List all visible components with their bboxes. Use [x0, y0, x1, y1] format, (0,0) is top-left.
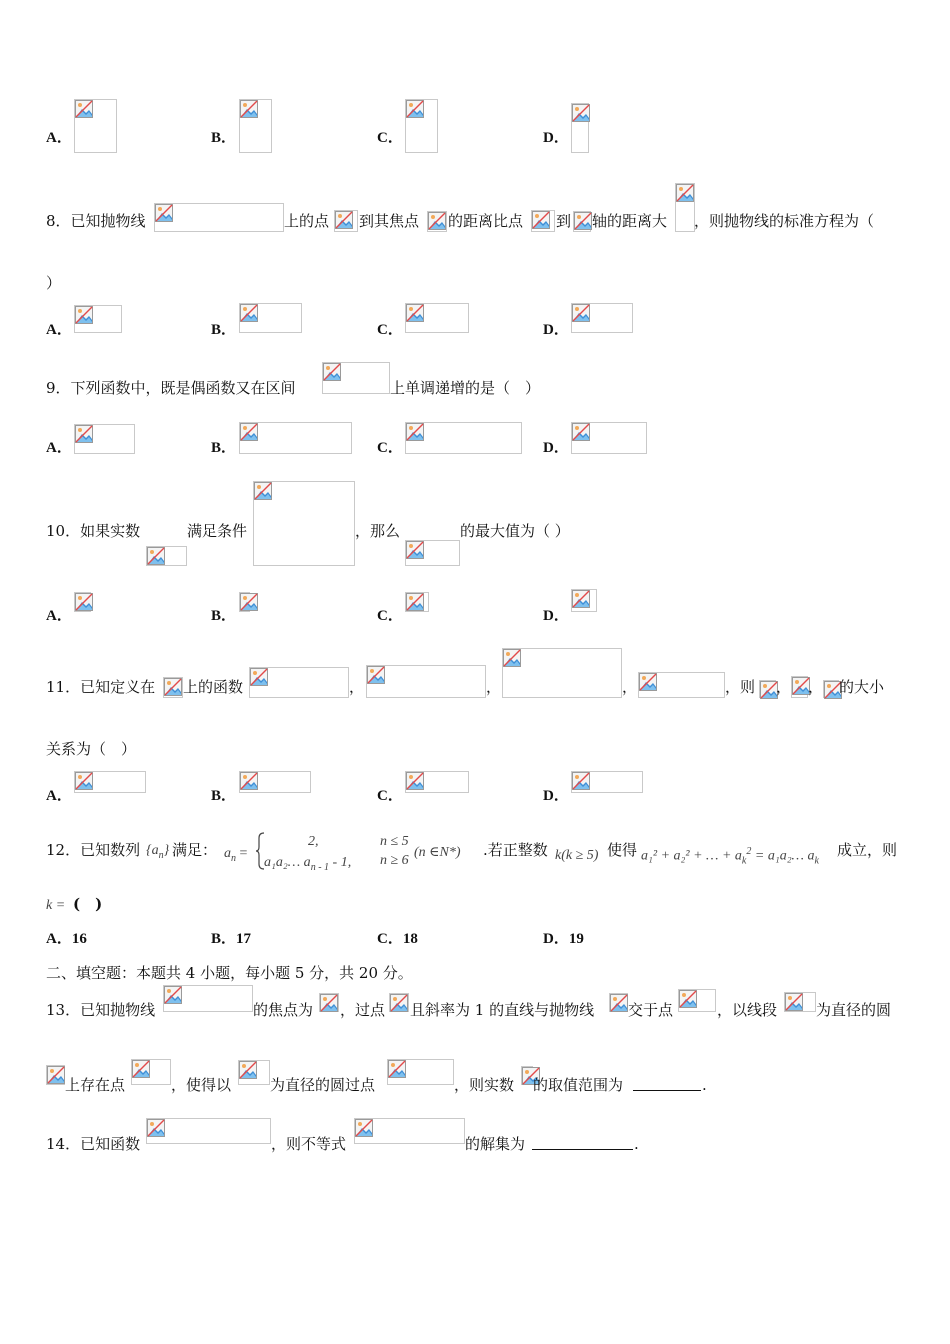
- q12-answer-paren: ( ): [73, 895, 103, 913]
- q13-points-ab-image: [678, 989, 716, 1012]
- q13-point-p-image: [131, 1059, 171, 1085]
- q9-option-b-image: [239, 422, 352, 454]
- q7-option-c-image: [405, 99, 438, 153]
- q13-text-9: ，使得以: [171, 1076, 232, 1094]
- q14-text-1: 14．已知函数: [46, 1135, 141, 1153]
- q7-option-a-label: A．: [46, 130, 72, 146]
- q9-text-1: 9．下列函数中，既是偶函数又在区间: [46, 379, 296, 397]
- q10-variables-image: [146, 546, 187, 566]
- q9-option-d-image: [571, 422, 647, 454]
- q8-text-1: 8．已知抛物线: [46, 212, 146, 230]
- q14-inequality-image: [354, 1118, 465, 1144]
- q8-distance-image: [675, 183, 695, 232]
- q10-option-a-label: A．: [46, 608, 72, 624]
- q14-answer-blank[interactable]: [532, 1135, 633, 1150]
- q8-option-a-image: [74, 305, 122, 333]
- q8-text-2: 上的点: [284, 212, 330, 230]
- q11-comma-4: ，: [776, 678, 792, 696]
- q13-real-number-image: [521, 1066, 533, 1085]
- q8-option-c-label: C．: [377, 322, 403, 338]
- q8-point-image: [334, 210, 358, 232]
- q12-sum-equation: a₁² + a₂² + … + $a_k^2$ = a₁a₂… $a_k$: [641, 846, 819, 867]
- q13-text-12: 的取值范围为: [533, 1076, 624, 1094]
- q11-option-a-image: [74, 771, 146, 793]
- q12-k-condition: k(k ≥ 5): [555, 848, 599, 863]
- q13-point-f-image: [389, 993, 409, 1012]
- q13-text-11: ，则实数: [454, 1076, 515, 1094]
- q8-text-3: 到其焦点: [359, 212, 420, 230]
- q14-end-period: .: [634, 1135, 639, 1153]
- q8-option-b-image: [239, 303, 302, 333]
- q13-focus-image: [319, 993, 339, 1012]
- q13-point-image: [387, 1059, 454, 1085]
- q11-text-4: 的大小: [839, 678, 885, 696]
- q11-condition-image-1: [366, 665, 486, 698]
- q13-text-1: 13．已知抛物线: [46, 1001, 156, 1019]
- q13-text-7: 为直径的圆: [816, 1001, 892, 1019]
- q12-text-3: .若正整数: [483, 841, 548, 859]
- q13-text-2: 的焦点为: [253, 1001, 314, 1019]
- section-2-heading: 二、填空题：本题共 4 小题，每小题 5 分，共 20 分。: [46, 964, 413, 982]
- q11-option-c-image: [405, 771, 469, 793]
- q13-circle-m-image: [46, 1065, 65, 1085]
- q8-text-6: 轴的距离大: [592, 212, 668, 230]
- q10-option-b-label: B．: [211, 608, 237, 624]
- q11-condition-image-3: [638, 672, 725, 698]
- q8-option-d-image: [571, 303, 633, 333]
- q11-text-5: 关系为（ ）: [46, 740, 137, 758]
- q12-an-definition-lhs: $a_n$ =: [224, 846, 248, 864]
- q14-function-image: [146, 1118, 271, 1144]
- q7-option-b-label: B．: [211, 130, 237, 146]
- q11-text-3: ，则: [725, 678, 756, 696]
- q7-option-d-label: D．: [543, 130, 569, 146]
- q9-option-a-label: A．: [46, 440, 72, 456]
- q11-comma-2: ，: [486, 678, 502, 696]
- q8-text-7: ，则抛物线的标准方程为（: [694, 212, 875, 230]
- q11-option-d-label: D．: [543, 788, 569, 804]
- q7-option-a-image: [74, 99, 117, 153]
- q10-text-1: 10．如果实数: [46, 522, 141, 540]
- q12-case-2-value: a₁a₂… $a_{n - 1} - 1$,: [264, 855, 352, 873]
- q10-text-4: 的最大值为（ ）: [460, 522, 570, 540]
- q7-option-c-label: C．: [377, 130, 403, 146]
- q12-domain: (n ∈N*): [414, 845, 461, 860]
- q7-option-b-image: [239, 99, 272, 153]
- q9-option-b-label: B．: [211, 440, 237, 456]
- q11-condition-image-2: [502, 648, 622, 698]
- q12-case-1-value: 2,: [308, 834, 319, 849]
- q8-axis-image: [573, 211, 591, 232]
- q12-sequence-symbol: $\{a_n\}$: [146, 843, 170, 861]
- q8-point-image-2: [531, 210, 555, 232]
- q9-option-c-label: C．: [377, 440, 403, 456]
- q8-option-c-image: [405, 303, 469, 333]
- q12-case-2-condition: n ≥ 6: [380, 853, 409, 868]
- q11-comma-1: ，: [349, 678, 365, 696]
- q10-option-b-image: [239, 592, 250, 612]
- q13-segment-op-image: [238, 1060, 270, 1085]
- q12-option-c: C．18: [377, 931, 418, 947]
- q13-text-6: ，以线段: [717, 1001, 778, 1019]
- q10-option-c-image: [405, 592, 429, 612]
- q14-text-2: ，则不等式: [271, 1135, 347, 1153]
- q9-interval-image: [322, 362, 390, 394]
- q12-option-d: D．19: [543, 931, 584, 947]
- q13-answer-blank[interactable]: [633, 1076, 701, 1091]
- q13-text-10: 为直径的圆过点: [270, 1076, 376, 1094]
- q13-text-4: 且斜率为 1 的直线与抛物线: [410, 1001, 595, 1019]
- q11-value-a-image: [759, 680, 776, 698]
- q12-text-1: 12．已知数列: [46, 841, 141, 859]
- q11-option-c-label: C．: [377, 788, 403, 804]
- q11-option-b-label: B．: [211, 788, 237, 804]
- q9-text-2: 上单调递增的是（ ）: [390, 379, 541, 397]
- q8-option-d-label: D．: [543, 322, 569, 338]
- q11-option-d-image: [571, 771, 643, 793]
- q11-value-b-image: [791, 676, 808, 698]
- q9-option-c-image: [405, 422, 522, 454]
- q10-text-3: ，那么: [355, 522, 401, 540]
- q10-text-2: 满足条件: [187, 522, 248, 540]
- q11-function-image: [249, 667, 349, 698]
- q11-comma-5: ，: [808, 678, 824, 696]
- q8-focus-image: [427, 211, 447, 232]
- q11-domain-image: [163, 677, 183, 698]
- q13-text-5: 交于点: [628, 1001, 674, 1019]
- q10-expression-image: [405, 540, 460, 566]
- q10-option-d-image: [571, 589, 597, 612]
- q8-option-b-label: B．: [211, 322, 237, 338]
- q12-case-1-condition: n ≤ 5: [380, 834, 409, 849]
- q12-option-b: B．17: [211, 931, 252, 947]
- q11-option-a-label: A．: [46, 788, 72, 804]
- q12-text-2: 满足：: [172, 841, 218, 859]
- q11-value-c-image: [823, 680, 839, 698]
- q12-k-equals: k =: [46, 898, 66, 913]
- q9-option-d-label: D．: [543, 440, 569, 456]
- q7-option-d-image: [571, 103, 589, 153]
- q9-option-a-image: [74, 424, 135, 454]
- q10-option-c-label: C．: [377, 608, 403, 624]
- q13-end-period: .: [702, 1076, 707, 1094]
- q12-option-a: A．16: [46, 931, 87, 947]
- q13-segment-image: [784, 992, 816, 1012]
- q13-text-8: 上存在点: [65, 1076, 126, 1094]
- q10-option-a-image: [74, 592, 91, 612]
- q8-text-4: 的距离比点: [448, 212, 524, 230]
- q8-text-5: 到: [556, 212, 572, 230]
- q12-text-5: 成立，则: [837, 841, 898, 859]
- q8-parabola-formula-image: [154, 203, 284, 232]
- q13-parabola-image: [163, 985, 253, 1012]
- q8-option-a-label: A．: [46, 322, 72, 338]
- q11-option-b-image: [239, 771, 311, 793]
- q11-comma-3: ，: [622, 678, 638, 696]
- q13-parabola-c-image: [609, 993, 628, 1012]
- q10-option-d-label: D．: [543, 608, 569, 624]
- q10-constraints-image: [253, 481, 355, 566]
- q11-text-2: 上的函数: [183, 678, 244, 696]
- q13-text-3: ，过点: [340, 1001, 386, 1019]
- q12-text-4: 使得: [607, 841, 638, 859]
- q14-text-3: 的解集为: [465, 1135, 526, 1153]
- q11-text-1: 11．已知定义在: [46, 678, 156, 696]
- q8-close-paren: ）: [46, 274, 62, 292]
